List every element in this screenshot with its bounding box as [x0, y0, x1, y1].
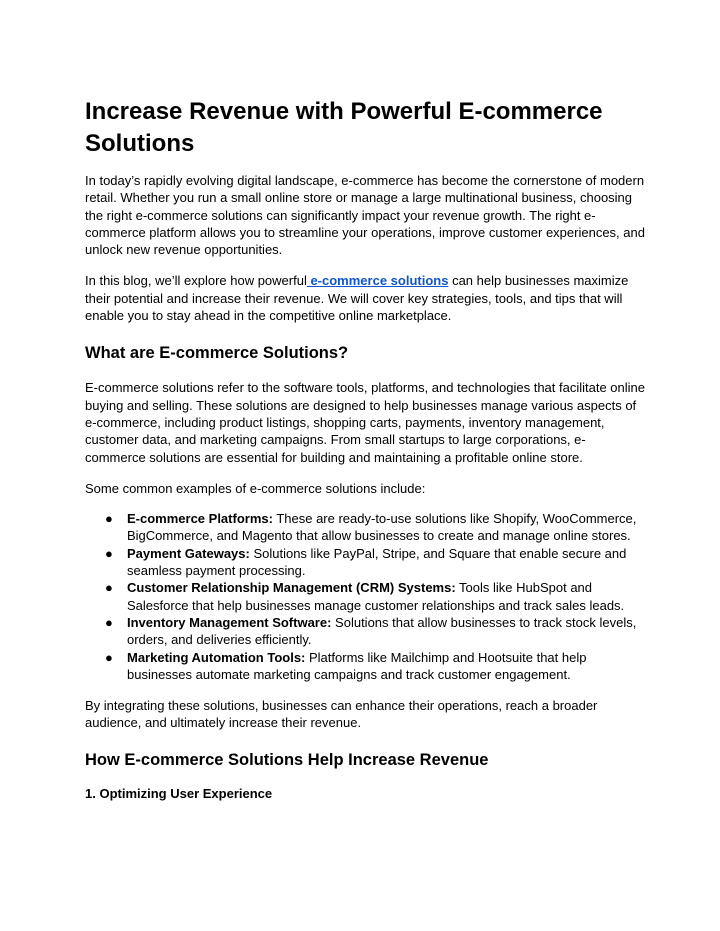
blog-text-before: In this blog, we’ll explore how powerful	[85, 273, 307, 289]
section-what-are-conclusion: By integrating these solutions, businesses can enhance their operations, reach a broader audience, and ultimately increase their revenue.	[85, 698, 598, 731]
list-item-text: Solutions like PayPal, Stripe, and Square that enable secure and seamless payment processing.	[127, 545, 627, 579]
ecommerce-solutions-link[interactable]: e-commerce solutions	[306, 273, 449, 289]
list-item-text: Platforms like Mailchimp and Hootsuite that help businesses automate marketing campaigns and track customer engagement.	[127, 649, 587, 682]
list-item	[105, 649, 645, 684]
list-item-term: Inventory Management Software:	[127, 614, 332, 630]
list-item-term: Marketing Automation Tools:	[127, 649, 306, 665]
document-page	[85, 96, 645, 802]
section-heading-how-increase: How E-commerce Solutions Help Increase Revenue	[85, 750, 489, 769]
list-item-term: Customer Relationship Management (CRM) Systems:	[127, 580, 456, 596]
blog-text-after: can help businesses maximize their potential and increase their revenue. We will cover key strategies, tools, and tips that will enable you to stay ahead in the competitive online marketplace.	[85, 273, 629, 324]
bullet-icon: ●	[105, 614, 113, 630]
list-item	[105, 614, 645, 649]
list-item-text: Tools like HubSpot and Salesforce that help businesses manage customer relationships and track sales leads.	[127, 580, 625, 613]
list-item-term: Payment Gateways:	[127, 545, 250, 561]
subheading-optimizing-ux: 1. Optimizing User Experience	[85, 785, 273, 801]
intro-paragraph: In today’s rapidly evolving digital landscape, e-commerce has become the cornerstone of modern retail. Whether you run a small online store or manage a large multinational business, choosing the right e-commerce solutions can significantly impact your revenue growth. The right e-commerce platform allows you to streamline your operations, improve customer experiences, and unlock new revenue opportunities.	[85, 173, 645, 258]
bullet-icon: ●	[105, 545, 113, 561]
list-item-text: These are ready-to-use solutions like Shopify, WooCommerce, BigCommerce, and Magento that allow businesses to create and manage online stores.	[127, 511, 637, 544]
section-heading-what-are: What are E-commerce Solutions?	[85, 344, 349, 363]
list-item	[105, 510, 645, 545]
section-what-are-body: E-commerce solutions refer to the software tools, platforms, and technologies that facilitate online buying and selling. These solutions are designed to help businesses manage various aspects of e-commerce, including product listings, shopping carts, payments, inventory management, customer data, and marketing campaigns. From small startups to large corporations, e-commerce solutions are essential for building and maintaining a profitable online store.	[85, 380, 646, 465]
blog-paragraph	[85, 272, 645, 324]
list-item	[105, 579, 645, 614]
page-title: Increase Revenue with Powerful E-commerce Solutions	[85, 98, 603, 157]
bullet-icon: ●	[105, 649, 113, 665]
examples-intro: Some common examples of e-commerce solutions include:	[85, 480, 426, 496]
bullet-icon: ●	[105, 580, 113, 596]
list-item-term: E-commerce Platforms:	[127, 511, 273, 527]
bullet-icon: ●	[105, 511, 113, 527]
list-item-text: Solutions that allow businesses to track stock levels, orders, and deliveries efficiently.	[127, 614, 637, 648]
list-item	[105, 545, 645, 580]
examples-list	[85, 510, 645, 683]
